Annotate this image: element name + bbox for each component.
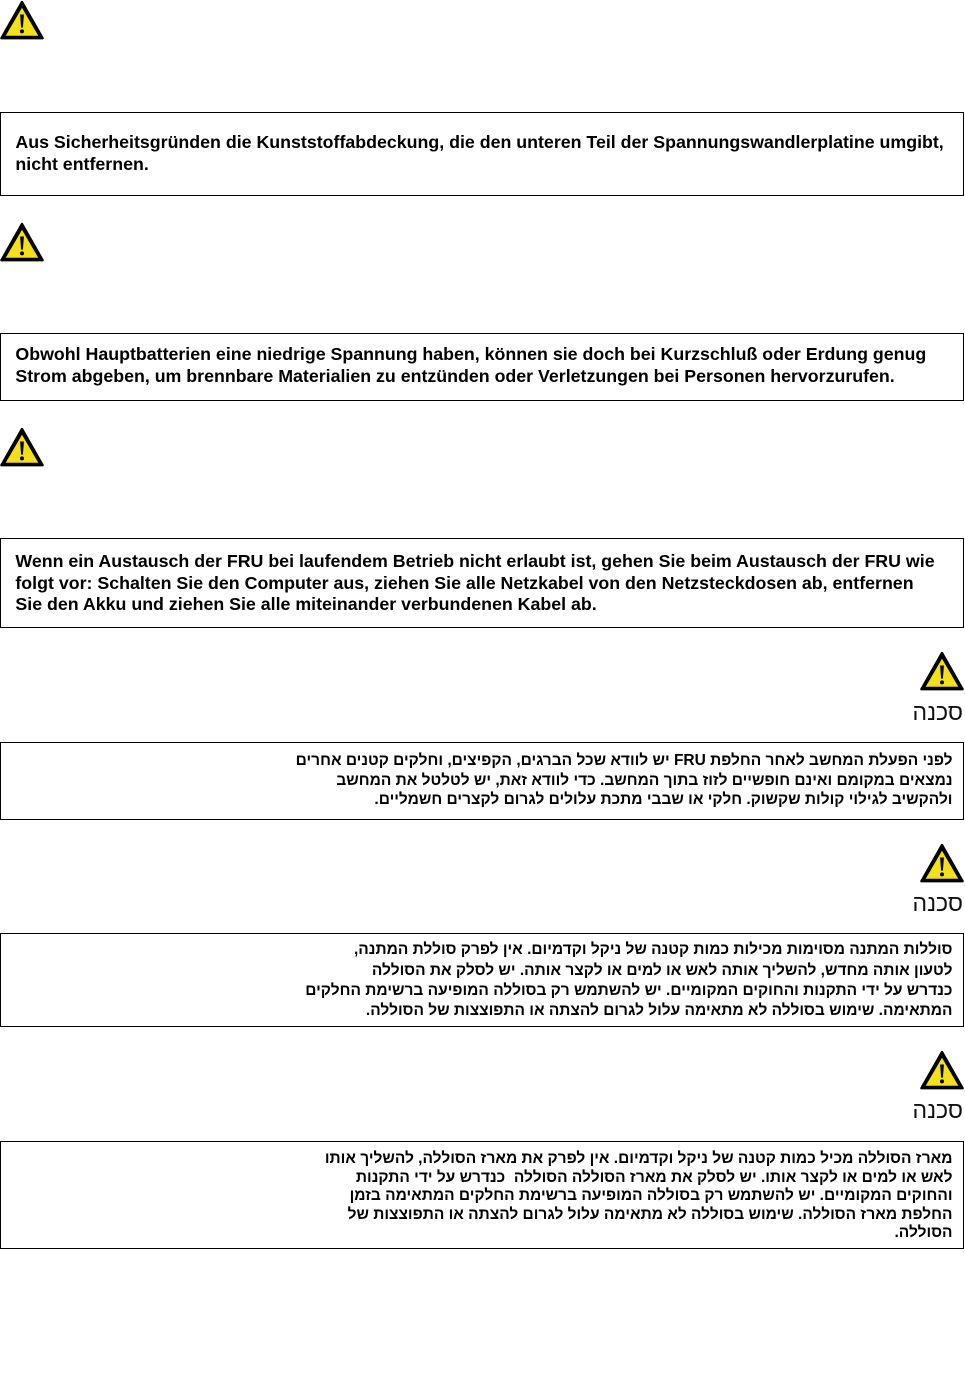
notice-text-line: Aus Sicherheitsgründen die Kunststoffabdeckung, die den unteren Teil der Spannungswandlerplatine umgibt, (15, 132, 944, 152)
notice-text-line: מארז הסוללה מכיל כמות קטנה של ניקל וקדמיום. אין לפרק את מארז הסוללה, להשליך אותו (324, 1150, 953, 1167)
notice-text-line: Wenn ein Austausch der FRU bei laufendem Betrieb nicht erlaubt ist, gehen Sie beim Austausch der FRU wie (15, 551, 935, 571)
danger-label: סכנה (912, 890, 963, 916)
notice-text-line: לאש או למים או לקצר אותו. יש לסלק את מארז הסוללה הסוללה כנדרש על ידי התקנות (355, 1168, 953, 1186)
warning-icon (920, 1050, 964, 1090)
warning-icon (0, 222, 44, 262)
notice-text-line: Obwohl Hauptbatterien eine niedrige Spannung haben, können sie doch bei Kurzschluß oder Erdung genug (15, 344, 927, 364)
notice-box (0, 933, 964, 1027)
warning-icon (0, 427, 44, 467)
warning-icon (0, 0, 44, 40)
notice-text-line: המתאימה. שימוש בסוללה לא מתאימה עלול לגרום להצתה או התפוצצות של הסוללה. (365, 1002, 953, 1020)
notice-text-line: לטעון אותה מחדש, להשליך אותה לאש או למים או לקצר אותה. יש לסלק את הסוללה (371, 961, 953, 979)
notice-text-line: Strom abgeben, um brennbare Materialien zu entzünden oder Verletzungen bei Personen hervorzurufen. (15, 365, 895, 386)
warning-icon (920, 651, 964, 691)
notice-box (0, 112, 964, 196)
notice-text-line: סוללות המתנה מסוימות מכילות כמות קטנה של ניקל וקדמיום. אין לפרק סוללת המתנה, (353, 941, 953, 959)
notice-box (0, 1141, 964, 1249)
notice-text-line: ולהקשיב לגילוי קולות שקשוק. חלקי או שבבי מתכת עלולים לגרום לקצרים חשמליים. (374, 791, 953, 808)
danger-label: סכנה (912, 699, 963, 725)
notice-text-line: הסוללה. (894, 1224, 953, 1242)
warning-icon (920, 843, 964, 883)
notice-text-line: והחוקים המקומיים. יש להשתמש רק בסוללה המופיעה ברשימת החלקים המתאימה בזמן (349, 1187, 953, 1205)
notice-text-line: folgt vor: Schalten Sie den Computer aus, ziehen Sie alle Netzkabel von den Netzsteckdosen ab, entfernen (15, 572, 914, 593)
notice-text-line: nicht entfernen. (15, 153, 149, 174)
notice-text-line: לפני הפעלת המחשב לאחר החלפת FRU יש לוודא שכל הברגים, הקפיצים, וחלקים קטנים אחרים (295, 752, 953, 769)
danger-label: סכנה (912, 1097, 963, 1123)
notice-text-line: Sie den Akku und ziehen Sie alle miteinander verbundenen Kabel ab. (15, 594, 597, 614)
notice-text-line: החלפת מארז הסוללה. שימוש בסוללה לא מתאימה עלול לגרום להצתה או התפוצצות של (347, 1205, 953, 1223)
notice-box (0, 742, 964, 820)
notice-box (0, 333, 964, 401)
notice-text-line: נמצאים במקומם ואינם חופשיים לזוז בתוך המחשב. כדי לוודא זאת, יש לטלטל את המחשב (336, 771, 953, 789)
notice-box (0, 538, 964, 628)
notice-text-line: כנדרש על ידי התקנות והחוקים המקומיים. יש להשתמש רק בסוללה המופיעה ברשימת החלקים (305, 981, 953, 999)
